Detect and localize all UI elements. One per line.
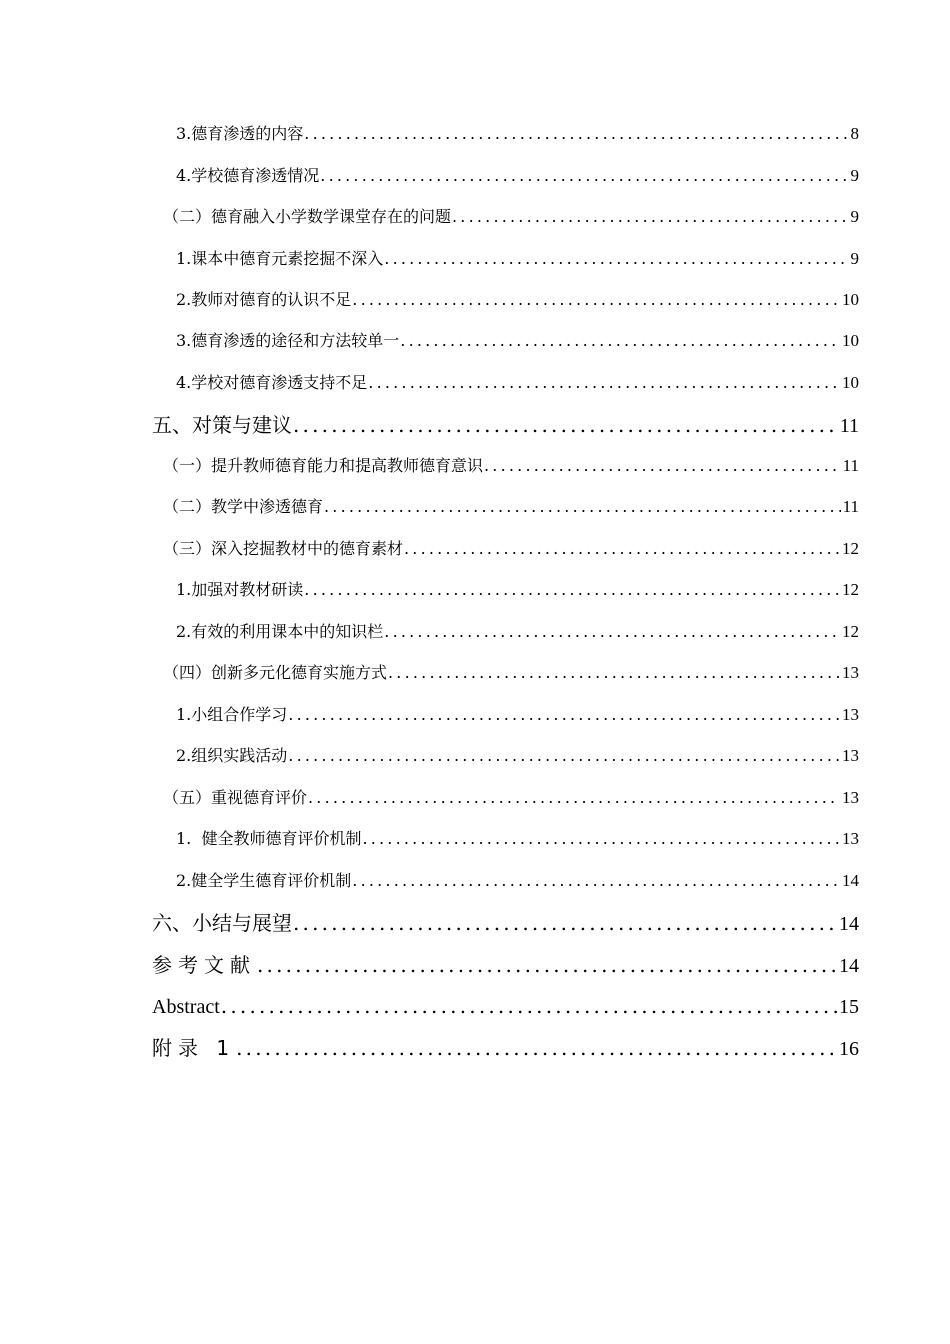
toc-dot-leader	[484, 456, 841, 475]
toc-entry-label: （二）德育融入小学数学课堂存在的问题	[163, 207, 452, 226]
toc-page-number: 13	[842, 705, 859, 724]
toc-entry-label: 2.组织实践活动	[176, 746, 288, 765]
toc-page-number: 10	[842, 290, 859, 309]
toc-entry-label: 2.健全学生德育评价机制	[176, 871, 352, 890]
toc-dot-leader	[257, 953, 837, 977]
toc-page-number: 9	[850, 207, 859, 226]
toc-dot-leader	[308, 788, 840, 807]
toc-entry-problems[interactable]	[163, 207, 859, 227]
toc-entry-abstract[interactable]	[152, 994, 859, 1019]
toc-entry-1-teacher-evaluation[interactable]	[176, 829, 859, 849]
toc-dot-leader	[236, 1036, 837, 1060]
toc-dot-leader	[384, 622, 840, 641]
toc-page-number: 8	[850, 124, 859, 143]
toc-entry-4-school-situation[interactable]	[176, 166, 859, 186]
toc-dot-leader	[404, 539, 840, 558]
toc-page-number: 14	[842, 871, 859, 890]
toc-dot-leader	[320, 166, 848, 185]
toc-entry-1-textbook-elements[interactable]	[176, 249, 859, 269]
toc-page-number: 11	[839, 415, 859, 437]
toc-entry-teaching-infiltration[interactable]	[163, 497, 859, 517]
toc-entry-references[interactable]	[152, 953, 859, 978]
toc-entry-appendix-1[interactable]	[152, 1036, 859, 1061]
toc-entry-label: 1. 健全教师德育评价机制	[176, 829, 362, 848]
toc-entry-1-study-textbook[interactable]	[176, 580, 859, 600]
toc-page-number: 12	[842, 622, 859, 641]
toc-dot-leader	[384, 249, 848, 268]
toc-entry-4-school-support[interactable]	[176, 373, 859, 393]
toc-entry-label: 3.德育渗透的途径和方法较单一	[176, 331, 400, 350]
toc-dot-leader	[452, 207, 848, 226]
toc-entry-label: 4.学校对德育渗透支持不足	[176, 373, 368, 392]
toc-entry-label: 五、对策与建议	[152, 413, 292, 437]
toc-page-number: 13	[842, 788, 859, 807]
toc-entry-label: Abstract	[152, 996, 220, 1018]
toc-entry-textbook-materials[interactable]	[163, 539, 859, 559]
toc-dot-leader	[400, 331, 840, 350]
toc-page-number: 10	[842, 373, 859, 392]
toc-entry-evaluation[interactable]	[163, 788, 859, 808]
toc-entry-1-group-learning[interactable]	[176, 705, 859, 725]
toc-dot-leader	[293, 413, 838, 437]
toc-entry-3-methods[interactable]	[176, 331, 859, 351]
toc-page-number: 14	[839, 955, 859, 977]
toc-entry-label: 1.课本中德育元素挖掘不深入	[176, 249, 384, 268]
toc-page-number: 12	[842, 539, 859, 558]
toc-dot-leader	[368, 373, 840, 392]
toc-entry-chapter-6[interactable]	[152, 911, 859, 936]
toc-entry-diversified-methods[interactable]	[163, 663, 859, 683]
toc-entry-2-knowledge-column[interactable]	[176, 622, 859, 642]
toc-page-number: 16	[839, 1038, 859, 1060]
toc-entry-2-student-evaluation[interactable]	[176, 871, 859, 891]
toc-entry-2-practice-activities[interactable]	[176, 746, 859, 766]
toc-dot-leader	[293, 911, 837, 935]
toc-page-number: 12	[842, 580, 859, 599]
toc-entry-label: 4.学校德育渗透情况	[176, 166, 320, 185]
toc-dot-leader	[304, 580, 840, 599]
toc-entry-3-content[interactable]	[176, 124, 859, 144]
toc-page-number: 9	[850, 249, 859, 268]
toc-entry-teacher-ability[interactable]	[163, 456, 859, 476]
toc-dot-leader	[352, 290, 840, 309]
toc-dot-leader	[288, 746, 840, 765]
toc-entry-label: （一）提升教师德育能力和提高教师德育意识	[163, 456, 484, 475]
toc-entry-label: （二）教学中渗透德育	[163, 497, 324, 516]
toc-page-number: 13	[842, 746, 859, 765]
toc-page-number: 14	[839, 913, 859, 935]
toc-entry-label: 1.加强对教材研读	[176, 580, 304, 599]
toc-entry-label: （五）重视德育评价	[163, 788, 308, 807]
toc-entry-label: 2.教师对德育的认识不足	[176, 290, 352, 309]
toc-page-number: 11	[842, 497, 859, 516]
toc-page-number: 13	[842, 663, 859, 682]
toc-page-number: 11	[842, 456, 859, 475]
toc-entry-label: 六、小结与展望	[152, 911, 292, 935]
toc-dot-leader	[388, 663, 840, 682]
toc-dot-leader	[288, 705, 840, 724]
toc-entry-label: 3.德育渗透的内容	[176, 124, 304, 143]
toc-entry-label: 2.有效的利用课本中的知识栏	[176, 622, 384, 641]
toc-entry-label: （三）深入挖掘教材中的德育素材	[163, 539, 404, 558]
toc-dot-leader	[352, 871, 840, 890]
toc-page-number: 13	[842, 829, 859, 848]
toc-dot-leader	[304, 124, 848, 143]
toc-entry-label: （四）创新多元化德育实施方式	[163, 663, 388, 682]
toc-page-number: 9	[850, 166, 859, 185]
toc-entry-label: 附录 1	[152, 1036, 236, 1060]
toc-entry-chapter-5[interactable]	[152, 413, 859, 438]
toc-entry-label: 1.小组合作学习	[176, 705, 288, 724]
toc-dot-leader	[221, 994, 837, 1018]
toc-page-number: 10	[842, 331, 859, 350]
toc-dot-leader	[324, 497, 841, 516]
toc-entry-2-teacher-awareness[interactable]	[176, 290, 859, 310]
toc-page-number: 15	[839, 996, 859, 1018]
toc-entry-label: 参考文献	[152, 953, 256, 977]
toc-dot-leader	[362, 829, 840, 848]
